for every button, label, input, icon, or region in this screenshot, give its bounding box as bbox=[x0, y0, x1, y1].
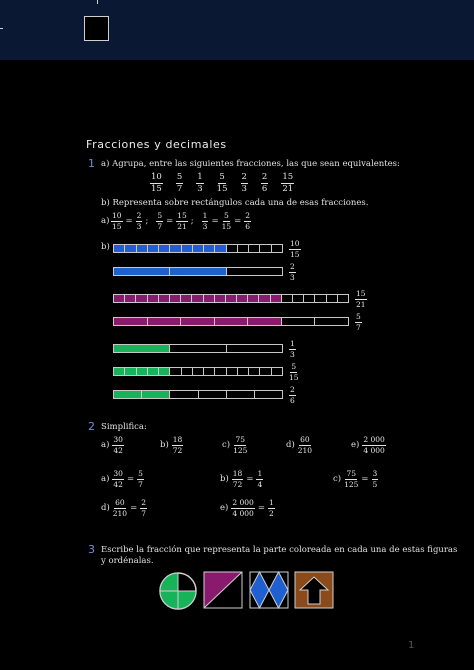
answer-a-label: a) bbox=[101, 216, 110, 226]
denominator: 15 bbox=[151, 183, 162, 194]
denominator: 21 bbox=[177, 221, 187, 231]
denominator: 7 bbox=[157, 221, 163, 231]
numerator: 5 bbox=[356, 312, 361, 321]
denominator: 7 bbox=[141, 508, 146, 518]
numerator: 1 bbox=[290, 339, 295, 348]
bar-cell-filled bbox=[114, 368, 125, 375]
numerator: 1 bbox=[197, 172, 203, 182]
bar-cell-filled bbox=[271, 295, 282, 302]
bar-cell-filled bbox=[125, 295, 136, 302]
bar-cell bbox=[199, 391, 227, 398]
numerator: 10 bbox=[151, 172, 162, 182]
simplify-item bbox=[101, 436, 124, 454]
fraction bbox=[241, 173, 248, 193]
bar-cell-filled bbox=[142, 391, 170, 398]
denominator: 6 bbox=[290, 395, 295, 405]
item-label: b) bbox=[220, 474, 229, 484]
equals-sign: = bbox=[257, 503, 265, 513]
numerator: 2 bbox=[290, 385, 295, 394]
denominator: 3 bbox=[290, 349, 295, 359]
numerator: 60 bbox=[115, 498, 125, 507]
fraction bbox=[196, 173, 203, 193]
exercise-1b-text: b) Representa sobre rectángulos cada una de esas fracciones. bbox=[101, 198, 369, 208]
simplify-answer bbox=[220, 499, 275, 517]
simplify-item bbox=[351, 436, 386, 454]
denominator: 7 bbox=[176, 183, 183, 194]
bar-cell-filled bbox=[114, 391, 142, 398]
numerator: 1 bbox=[202, 211, 208, 220]
bar-cell bbox=[272, 368, 282, 375]
bar-cell bbox=[227, 245, 238, 252]
numerator: 18 bbox=[232, 469, 243, 478]
equals-sign: = bbox=[211, 216, 219, 226]
bar-cell-filled bbox=[159, 368, 170, 375]
bar-label-fraction bbox=[289, 340, 296, 358]
denominator: 125 bbox=[233, 445, 248, 455]
simplify-item bbox=[160, 436, 183, 454]
bar-cell-filled bbox=[148, 245, 159, 252]
denominator: 15 bbox=[221, 221, 232, 231]
denominator: 15 bbox=[290, 249, 300, 259]
header-band bbox=[0, 0, 474, 60]
denominator: 125 bbox=[344, 479, 359, 489]
numerator: 5 bbox=[223, 211, 229, 220]
bar-cell bbox=[227, 391, 255, 398]
simplify-answer bbox=[220, 470, 263, 488]
bar-cell-filled bbox=[159, 245, 170, 252]
fraction bbox=[156, 212, 163, 230]
fraction bbox=[112, 470, 124, 488]
bar-cell-filled bbox=[193, 245, 204, 252]
bar-cell-filled bbox=[136, 295, 147, 302]
denominator: 3 bbox=[197, 183, 203, 194]
bar-cell bbox=[304, 295, 315, 302]
result-fraction bbox=[256, 470, 263, 488]
equivalence-group bbox=[111, 212, 148, 230]
fraction bbox=[222, 212, 232, 230]
bar-label-fraction bbox=[289, 263, 296, 281]
fraction bbox=[176, 212, 188, 230]
denominator: 210 bbox=[112, 508, 128, 518]
fraction-bar bbox=[113, 244, 283, 253]
bar-cell bbox=[282, 295, 293, 302]
bar-cell-filled bbox=[181, 318, 215, 325]
numerator: 30 bbox=[113, 435, 123, 444]
square-triangle-figure bbox=[203, 571, 243, 609]
fraction-bar bbox=[113, 367, 283, 376]
bar-cell bbox=[260, 245, 271, 252]
equals-sign: = bbox=[234, 216, 242, 226]
header-mark bbox=[0, 28, 3, 29]
bar-cell-filled bbox=[182, 245, 193, 252]
bar-cell-filled bbox=[170, 268, 226, 275]
numerator: 2 bbox=[245, 211, 251, 220]
denominator: 6 bbox=[245, 221, 251, 231]
bar-cell-filled bbox=[170, 245, 181, 252]
numerator: 3 bbox=[372, 469, 378, 478]
header-square-icon bbox=[84, 16, 109, 41]
circle-figure bbox=[158, 571, 198, 611]
bar-cell bbox=[238, 245, 249, 252]
exercise-1a-text: a) Agrupa, entre las siguientes fracciones, las que sean equivalentes: bbox=[101, 159, 400, 169]
fraction bbox=[176, 173, 183, 193]
simplify-answer bbox=[333, 470, 378, 488]
numerator: 75 bbox=[235, 435, 246, 444]
numerator: 10 bbox=[112, 211, 122, 220]
bar-cell-filled bbox=[215, 245, 226, 252]
simplify-answer bbox=[101, 499, 147, 517]
bar-cell-filled bbox=[237, 295, 248, 302]
equals-sign: = bbox=[246, 474, 254, 484]
fraction-bar bbox=[113, 317, 349, 326]
bar-cell-filled bbox=[215, 295, 226, 302]
result-fraction bbox=[372, 470, 379, 488]
bar-cell bbox=[215, 368, 226, 375]
exercise-3-line-1: Escribe la fracción que representa la parte coloreada en cada una de estas figuras bbox=[101, 545, 458, 555]
bar-label-fraction bbox=[289, 240, 301, 258]
separator: ; bbox=[190, 216, 194, 226]
separator: ; bbox=[145, 216, 149, 226]
denominator: 4 000 bbox=[363, 445, 385, 455]
equals-sign: = bbox=[361, 474, 369, 484]
simplify-item bbox=[222, 436, 247, 454]
bar-cell-filled bbox=[215, 318, 249, 325]
result-fraction bbox=[268, 499, 275, 517]
numerator: 5 bbox=[176, 172, 183, 182]
numerator: 10 bbox=[290, 239, 300, 248]
bar-cell-filled bbox=[192, 295, 203, 302]
simplify-answer bbox=[101, 470, 144, 488]
exercise-1-number: 1 bbox=[88, 157, 95, 170]
bar-cell-filled bbox=[204, 295, 215, 302]
fraction bbox=[172, 436, 184, 454]
denominator: 210 bbox=[297, 445, 313, 455]
denominator: 4 000 bbox=[232, 508, 254, 518]
bar-cell bbox=[170, 391, 198, 398]
fraction bbox=[150, 173, 163, 193]
result-fraction bbox=[140, 499, 147, 517]
numerator: 2 bbox=[241, 172, 247, 182]
numerator: 30 bbox=[113, 469, 123, 478]
numerator: 5 bbox=[291, 362, 297, 371]
bar-cell bbox=[193, 368, 204, 375]
answer-a-groups bbox=[111, 212, 251, 230]
fraction bbox=[362, 436, 385, 454]
section-title: Fracciones y decimales bbox=[86, 138, 227, 151]
bar-cell bbox=[249, 368, 260, 375]
bar-cell bbox=[227, 345, 282, 352]
bar-cell-filled bbox=[137, 245, 148, 252]
bar-cell bbox=[249, 245, 260, 252]
bar-cell-filled bbox=[148, 368, 159, 375]
simplify-item bbox=[286, 436, 312, 454]
bar-cell bbox=[204, 368, 215, 375]
diamonds-figure bbox=[249, 571, 289, 609]
numerator: 1 bbox=[268, 498, 274, 507]
numerator: 5 bbox=[157, 211, 163, 220]
exercise-3-number: 3 bbox=[88, 543, 95, 556]
item-label: e) bbox=[351, 440, 360, 450]
denominator: 21 bbox=[356, 299, 366, 309]
bar-cell-filled bbox=[114, 295, 125, 302]
bar-cell-filled bbox=[248, 318, 282, 325]
numerator: 2 bbox=[261, 172, 268, 182]
bar-cell-filled bbox=[259, 295, 270, 302]
bar-cell bbox=[272, 245, 282, 252]
numerator: 2 000 bbox=[232, 498, 254, 507]
numerator: 1 bbox=[257, 469, 263, 478]
equivalence-group bbox=[156, 212, 193, 230]
bar-cell bbox=[255, 391, 282, 398]
item-label: d) bbox=[286, 440, 295, 450]
exercise-2-text: Simplifica: bbox=[101, 422, 147, 432]
numerator: 2 bbox=[141, 498, 146, 507]
bar-cell bbox=[238, 368, 249, 375]
denominator: 6 bbox=[261, 183, 268, 194]
fraction bbox=[231, 499, 254, 517]
item-label: c) bbox=[222, 440, 231, 450]
fraction-bar bbox=[113, 294, 349, 303]
bar-cell bbox=[282, 318, 316, 325]
bar-cell-filled bbox=[170, 295, 181, 302]
numerator: 2 bbox=[290, 262, 295, 271]
denominator: 72 bbox=[172, 445, 183, 455]
bar-cell-filled bbox=[159, 295, 170, 302]
fraction-bar bbox=[113, 390, 283, 399]
item-label: a) bbox=[101, 474, 110, 484]
fraction bbox=[136, 212, 143, 230]
item-label: c) bbox=[333, 474, 342, 484]
exercise-1-fraction-list bbox=[150, 173, 294, 193]
bar-cell-filled bbox=[125, 245, 136, 252]
item-label: d) bbox=[101, 503, 110, 513]
bar-cell-filled bbox=[226, 295, 237, 302]
fraction bbox=[217, 173, 228, 193]
bar-cell bbox=[170, 368, 181, 375]
denominator: 42 bbox=[113, 445, 123, 455]
denominator: 3 bbox=[202, 221, 208, 231]
numerator: 15 bbox=[282, 172, 294, 182]
numerator: 15 bbox=[356, 289, 366, 298]
denominator: 15 bbox=[216, 183, 228, 194]
bar-cell-filled bbox=[114, 345, 170, 352]
bar-cell-filled bbox=[137, 368, 148, 375]
bar-cell-filled bbox=[114, 318, 148, 325]
bar-cell-filled bbox=[248, 295, 259, 302]
bar-cell-filled bbox=[148, 318, 182, 325]
fraction bbox=[113, 499, 127, 517]
denominator: 5 bbox=[372, 479, 378, 489]
item-label: b) bbox=[160, 440, 169, 450]
fraction bbox=[344, 470, 358, 488]
denominator: 3 bbox=[290, 272, 295, 282]
bar-cell-filled bbox=[114, 245, 125, 252]
bar-cell bbox=[315, 295, 326, 302]
bar-cell-filled bbox=[204, 245, 215, 252]
numerator: 5 bbox=[219, 172, 225, 182]
denominator: 7 bbox=[356, 322, 361, 332]
denominator: 21 bbox=[282, 183, 294, 194]
bar-cell bbox=[338, 295, 348, 302]
bar-cell bbox=[170, 345, 226, 352]
numerator: 2 000 bbox=[363, 435, 385, 444]
bar-cell-filled bbox=[148, 295, 159, 302]
fraction bbox=[111, 212, 123, 230]
bar-cell bbox=[315, 318, 348, 325]
bar-label-fraction bbox=[355, 290, 367, 308]
bar-cell-filled bbox=[114, 268, 170, 275]
equals-sign: = bbox=[130, 503, 138, 513]
bar-cell bbox=[227, 268, 282, 275]
denominator: 4 bbox=[257, 479, 263, 489]
exercise-2-number: 2 bbox=[88, 420, 95, 433]
bar-cell bbox=[227, 368, 238, 375]
denominator: 15 bbox=[112, 221, 122, 231]
denominator: 2 bbox=[268, 508, 274, 518]
fraction bbox=[112, 436, 124, 454]
fraction bbox=[244, 212, 251, 230]
fraction bbox=[298, 436, 312, 454]
answer-b-label: b) bbox=[101, 242, 110, 252]
fraction-bar bbox=[113, 344, 283, 353]
bar-label-fraction bbox=[355, 313, 362, 331]
numerator: 75 bbox=[346, 469, 357, 478]
item-label: e) bbox=[220, 503, 229, 513]
exercise-3-line-2: y ordénalas. bbox=[101, 556, 154, 566]
equals-sign: = bbox=[166, 216, 174, 226]
numerator: 5 bbox=[138, 469, 143, 478]
page-number: 1 bbox=[408, 640, 415, 651]
equivalence-group bbox=[202, 212, 251, 230]
bar-label-fraction bbox=[289, 386, 296, 404]
fraction bbox=[202, 212, 209, 230]
equals-sign: = bbox=[125, 216, 133, 226]
equals-sign: = bbox=[126, 474, 135, 484]
fraction bbox=[281, 173, 294, 193]
numerator: 18 bbox=[172, 435, 183, 444]
denominator: 3 bbox=[136, 221, 142, 231]
bar-cell bbox=[327, 295, 338, 302]
bar-label-fraction bbox=[289, 363, 299, 381]
bar-cell bbox=[260, 368, 271, 375]
bar-cell-filled bbox=[181, 295, 192, 302]
denominator: 7 bbox=[138, 479, 143, 489]
denominator: 15 bbox=[289, 372, 299, 382]
numerator: 60 bbox=[300, 435, 310, 444]
item-label: a) bbox=[101, 440, 110, 450]
bar-cell bbox=[182, 368, 193, 375]
numerator: 2 bbox=[136, 211, 142, 220]
denominator: 72 bbox=[232, 479, 243, 489]
arrow-square-figure bbox=[294, 571, 334, 609]
header-tick bbox=[97, 0, 98, 4]
numerator: 15 bbox=[177, 211, 187, 220]
bar-cell bbox=[293, 295, 304, 302]
fraction bbox=[233, 436, 247, 454]
denominator: 3 bbox=[241, 183, 247, 194]
fraction bbox=[232, 470, 244, 488]
result-fraction bbox=[137, 470, 144, 488]
bar-cell-filled bbox=[125, 368, 136, 375]
fraction-bar bbox=[113, 267, 283, 276]
denominator: 42 bbox=[113, 479, 123, 489]
fraction bbox=[261, 173, 268, 193]
